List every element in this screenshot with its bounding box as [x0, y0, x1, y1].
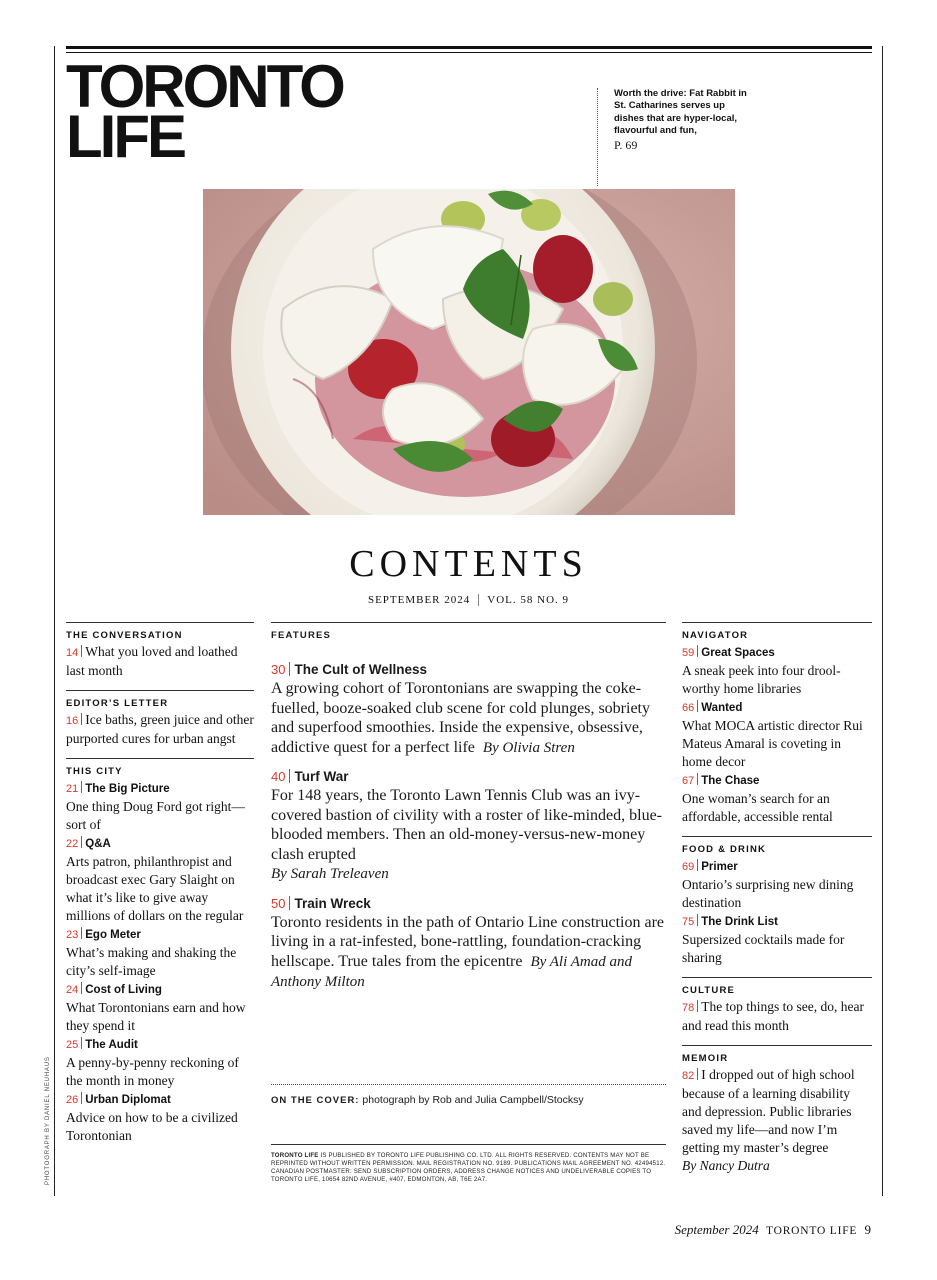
separator-bar	[289, 662, 290, 676]
entry-description: Advice on how to be a civilized Torontonian	[66, 1110, 238, 1143]
page-number: 67	[682, 775, 695, 787]
toc-entry-the-big-picture[interactable]	[66, 779, 254, 834]
entry-title: Urban Diplomat	[85, 1094, 171, 1106]
page-footer	[675, 1222, 871, 1238]
page-number: 82	[682, 1070, 695, 1082]
section-heading: MEMOIR	[682, 1053, 729, 1064]
entry-description: A penny-by-penny reckoning of the month in money	[66, 1055, 239, 1088]
separator-bar	[81, 645, 82, 657]
page-number: 14	[66, 647, 79, 659]
page-number: 16	[66, 715, 79, 727]
entry-title: Cost of Living	[85, 984, 162, 996]
page-number: 40	[271, 769, 286, 784]
logo-line-2: LIFE	[66, 103, 184, 170]
features-heading: FEATURES	[271, 622, 666, 643]
legal-notice	[271, 1144, 666, 1184]
issue-line	[0, 594, 937, 606]
feature-byline: By Ali Amad and Anthony Milton	[271, 953, 632, 990]
right-column	[682, 622, 872, 1185]
issue-separator	[478, 594, 479, 606]
entry-title: Q&A	[85, 838, 111, 850]
issue-volume: VOL. 58 NO. 9	[487, 594, 570, 606]
toc-entry[interactable]	[66, 643, 254, 680]
logo-line-1: TORONTO	[66, 53, 343, 120]
footer-date: September 2024	[674, 1222, 759, 1237]
toc-entry-the-drink-list[interactable]	[682, 912, 872, 967]
separator-bar	[81, 1037, 82, 1049]
toc-entry-cost-of-living[interactable]	[66, 980, 254, 1035]
separator-bar	[81, 927, 82, 939]
photo-credit: PHOTOGRAPH BY DANIEL NEUHAUS	[45, 1056, 51, 1185]
entry-title: Primer	[701, 861, 738, 873]
page-number: 22	[66, 838, 79, 850]
feature-byline: By Sarah Treleaven	[271, 866, 389, 882]
entry-description: What you loved and loathed last month	[66, 644, 238, 678]
photo-caption-text: Worth the drive: Fat Rabbit in St. Catharines serves up dishes that are hyper-local, flavourful and fun,	[614, 88, 747, 136]
toc-entry-ego-meter[interactable]	[66, 925, 254, 980]
left-margin-rule	[54, 46, 55, 1196]
feature-turf-war[interactable]	[271, 768, 666, 885]
entry-byline: By Nancy Dutra	[682, 1158, 770, 1173]
separator-bar	[697, 914, 698, 926]
toc-entry-the-audit[interactable]	[66, 1035, 254, 1090]
feature-cult-of-wellness[interactable]	[271, 661, 666, 758]
entry-description: The top things to see, do, hear and read this month	[682, 999, 864, 1033]
toc-entry-great-spaces[interactable]	[682, 643, 872, 698]
separator-bar	[81, 781, 82, 793]
page-number: 21	[66, 783, 79, 795]
entry-description: What’s making and shaking the city’s self-image	[66, 945, 237, 978]
section-heading: CULTURE	[682, 985, 736, 996]
separator-bar	[697, 1068, 698, 1080]
section-heading: NAVIGATOR	[682, 630, 749, 641]
page-number: 78	[682, 1002, 695, 1014]
entry-description: What Torontonians earn and how they spend it	[66, 1000, 246, 1033]
entry-title: The Big Picture	[85, 783, 170, 795]
toc-entry-the-chase[interactable]	[682, 771, 872, 826]
entry-title: Great Spaces	[701, 647, 775, 659]
feature-description: A growing cohort of Torontonians are swapping the coke-fuelled, booze-soaked club scene for cold plunges, sobriety and superfood smoothies. Inside the expensive, obsessive, addictive quest for a perfect life	[271, 680, 650, 756]
features-column	[271, 622, 666, 993]
entry-description: One thing Doug Ford got right—sort of	[66, 799, 245, 832]
section-heading: EDITOR’S LETTER	[66, 698, 169, 709]
right-margin-rule	[882, 46, 883, 1196]
toc-entry[interactable]	[66, 711, 254, 748]
page-number: 75	[682, 916, 695, 928]
toronto-life-logo	[66, 53, 343, 170]
photo-caption	[597, 88, 747, 186]
section-culture	[682, 977, 872, 1035]
separator-bar	[81, 836, 82, 848]
entry-description: What MOCA artistic director Rui Mateus Amaral is coveting in home decor	[682, 718, 863, 769]
section-food-drink	[682, 836, 872, 967]
cover-credit-label: ON THE COVER:	[271, 1095, 360, 1106]
entry-title: The Drink List	[701, 916, 778, 928]
page-number: 23	[66, 929, 79, 941]
cover-credit-text: photograph by Rob and Julia Campbell/Stocksy	[362, 1094, 584, 1106]
section-this-city	[66, 758, 254, 1145]
entry-title: Ego Meter	[85, 929, 141, 941]
page-number: 26	[66, 1094, 79, 1106]
feature-description: For 148 years, the Toronto Lawn Tennis Club was an ivy-covered bastion of civility with a roster of like-minded, blue-blooded members. Then an old-money-versus-new-money clash erupted	[271, 787, 662, 863]
legal-brand: TORONTO LIFE	[271, 1152, 319, 1159]
separator-bar	[697, 773, 698, 785]
feature-description: Toronto residents in the path of Ontario Line construction are living in a rat-infested, bone-rattling, foundation-cracking hellscape. True tales from the epicentre	[271, 913, 664, 970]
page-number: 50	[271, 895, 286, 911]
footer-magazine: TORONTO LIFE	[765, 1225, 858, 1237]
toc-entry-qa[interactable]	[66, 834, 254, 925]
section-navigator	[682, 622, 872, 826]
separator-bar	[81, 713, 82, 725]
page-number: 30	[271, 662, 286, 677]
feature-byline: By Olivia Stren	[482, 739, 575, 756]
entry-description: A sneak peek into four drool-worthy home libraries	[682, 663, 841, 696]
feature-title: Turf War	[294, 769, 349, 784]
feature-title: Train Wreck	[294, 895, 371, 911]
toc-entry[interactable]	[682, 998, 872, 1035]
separator-bar	[289, 769, 290, 783]
section-heading: THE CONVERSATION	[66, 630, 183, 641]
section-editors-letter	[66, 690, 254, 748]
entry-description: Supersized cocktails made for sharing	[682, 932, 845, 965]
entry-title: The Chase	[701, 775, 760, 787]
page-number: 69	[682, 861, 695, 873]
page-number: 59	[682, 647, 695, 659]
photo-caption-page: P. 69	[614, 138, 638, 153]
issue-date: SEPTEMBER 2024	[367, 594, 471, 606]
section-the-conversation	[66, 622, 254, 680]
footer-page-number: 9	[864, 1222, 871, 1237]
entry-description: Ice baths, green juice and other purported cures for urban angst	[66, 712, 254, 746]
top-rule	[66, 46, 872, 49]
toc-entry-urban-diplomat[interactable]	[66, 1090, 254, 1145]
feature-train-wreck[interactable]	[271, 895, 666, 993]
section-heading: THIS CITY	[66, 766, 123, 777]
entry-description: I dropped out of high school because of a learning disability and depression. Public libraries saved my life—and now I’m getting my master’s degree	[682, 1067, 855, 1155]
toc-entry[interactable]	[682, 1066, 872, 1175]
entry-title: Wanted	[701, 702, 743, 714]
food-photo-illustration	[203, 189, 735, 515]
separator-bar	[697, 700, 698, 712]
entry-title: The Audit	[85, 1039, 138, 1051]
entry-description: One woman’s search for an affordable, accessible rental	[682, 791, 833, 824]
page-number: 66	[682, 702, 695, 714]
legal-text: IS PUBLISHED BY TORONTO LIFE PUBLISHING CO. LTD. ALL RIGHTS RESERVED. CONTENTS MAY NOT BE REPRINTED WITHOUT WRITTEN PERMISSION. MAIL REGISTRATION NO. 9189. PUBLICATIONS MAIL AGREEMENT NO. 42494512. CANADIAN POSTMASTER: SEND SUBSCRIPTION ORDERS, ADDRESS CHANGE NOTICES AND UNDELIVERABLE COPIES TO TORONTO LIFE, 10654 82ND AVENUE, #407, EDMONTON, AB, T6E 2A7.	[271, 1152, 666, 1183]
separator-bar	[81, 1092, 82, 1104]
page-number: 24	[66, 984, 79, 996]
separator-bar	[289, 896, 290, 910]
left-column	[66, 622, 254, 1155]
separator-bar	[697, 645, 698, 657]
entry-description: Arts patron, philanthropist and broadcast exec Gary Slaight on what it’s like to give away millions of dollars on the regular	[66, 854, 244, 923]
cover-credit	[271, 1084, 666, 1108]
section-memoir	[682, 1045, 872, 1175]
feature-title: The Cult of Wellness	[294, 662, 427, 677]
page-number: 25	[66, 1039, 79, 1051]
separator-bar	[697, 859, 698, 871]
separator-bar	[81, 982, 82, 994]
contents-title: CONTENTS	[349, 543, 588, 585]
section-heading: FOOD & DRINK	[682, 844, 767, 855]
toc-entry-wanted[interactable]	[682, 698, 872, 771]
entry-description: Ontario’s surprising new dining destination	[682, 877, 854, 910]
food-photo	[203, 189, 735, 515]
toc-entry-primer[interactable]	[682, 857, 872, 912]
separator-bar	[697, 1000, 698, 1012]
